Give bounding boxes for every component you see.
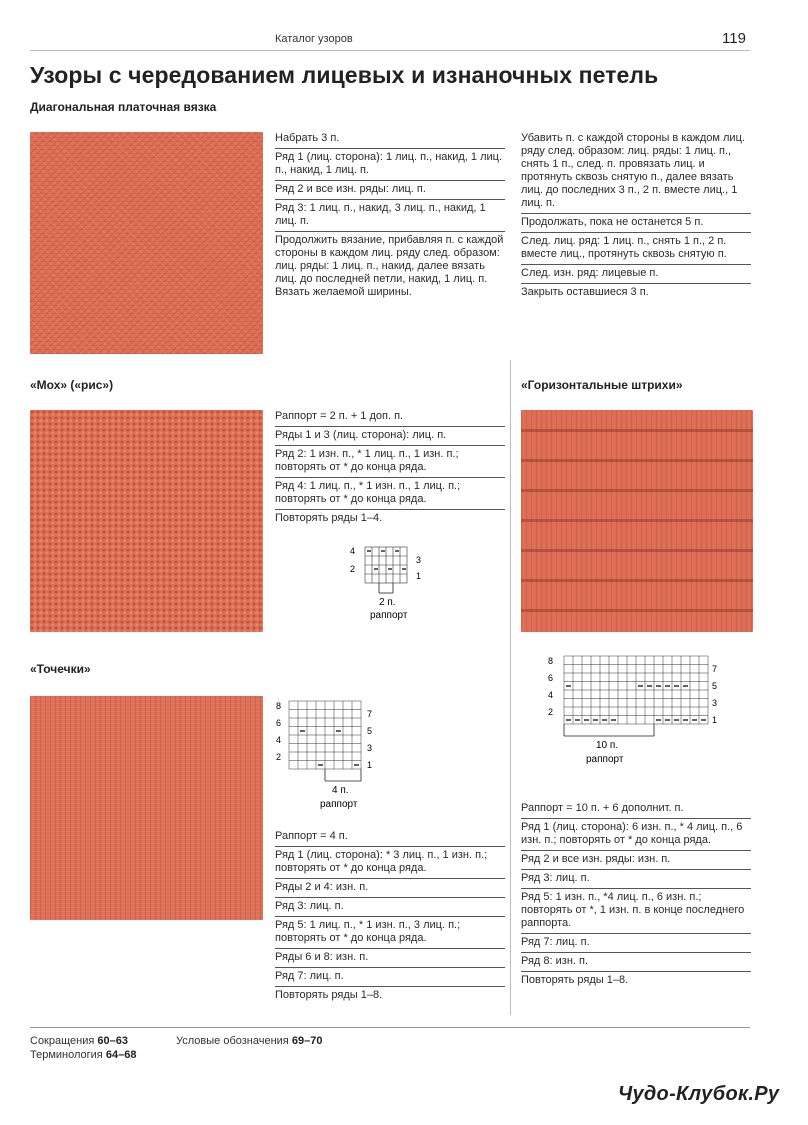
instruction-row: Повторять ряды 1–8. bbox=[521, 974, 629, 986]
instruction-row: След. лиц. ряд: 1 лиц. п., снять 1 п., 2 п. вместе лиц., протянуть сквозь снятую п. bbox=[521, 233, 751, 265]
chart-row-label: 7 bbox=[712, 664, 718, 674]
moss-chart bbox=[346, 543, 436, 625]
chart-row-label: 1 bbox=[416, 571, 422, 581]
footer-term-pages: 64–68 bbox=[105, 1049, 137, 1061]
chart-row-label: 5 bbox=[712, 681, 718, 691]
footer-symbols-pages: 69–70 bbox=[291, 1035, 323, 1047]
chart-row-label: 5 bbox=[367, 726, 373, 736]
chart-repeat-label: раппорт bbox=[370, 610, 408, 621]
site-watermark: Чудо-Клубок.Ру bbox=[618, 1083, 780, 1105]
instruction-row: Ряд 7: лиц. п. bbox=[275, 968, 505, 987]
instruction-row: Убавить п. с каждой стороны в каждом лиц. ряду след. образом: лиц. ряды: 1 лиц. п., снять 1 п., след. п. провязать лиц. и протянуть сквозь снятую п., далее вязать лиц. до последних 3 п., 2 п. вместе лиц., 1 лиц. п. bbox=[521, 130, 751, 214]
footer-symbols-label: Условые обозначения bbox=[176, 1035, 289, 1047]
instruction-row: Ряды 2 и 4: изн. п. bbox=[275, 879, 505, 898]
section-title-diagonal: Диагональная платочная вязка bbox=[30, 100, 217, 114]
chart-row-label: 2 bbox=[548, 707, 554, 717]
diagonal-instructions-col2 bbox=[521, 130, 751, 302]
instruction-row: Ряды 6 и 8: изн. п. bbox=[275, 949, 505, 968]
instruction-row: Продолжить вязание, прибавляя п. с каждой стороны в каждом лиц. ряду след. образом: лиц. ряды: 1 лиц. п., накид, далее вязать лиц. до последней петли, накид, 1 лиц. п. Вязать желаемой ширины. bbox=[275, 234, 504, 298]
dots-chart-grid bbox=[275, 697, 385, 815]
instruction-row: Ряд 5: 1 лиц. п., * 1 изн. п., 3 лиц. п.; повторять от * до конца ряда. bbox=[275, 917, 505, 949]
section-title-moss: «Мох» («рис») bbox=[30, 378, 114, 392]
column-divider bbox=[510, 360, 511, 660]
stripes-chart bbox=[540, 652, 740, 772]
chart-repeat-count: 2 п. bbox=[379, 597, 396, 608]
instruction-row: Ряд 3: лиц. п. bbox=[521, 870, 751, 889]
footer-abbreviations[interactable] bbox=[30, 1034, 128, 1048]
instruction-row: Ряд 2: 1 изн. п., * 1 лиц. п., 1 изн. п.; повторять от * до конца ряда. bbox=[275, 446, 505, 478]
footer-abbr-label: Сокращения bbox=[30, 1035, 95, 1047]
swatch-dots-photo bbox=[30, 696, 263, 920]
instruction-row: Раппорт = 10 п. + 6 дополнит. п. bbox=[521, 800, 751, 819]
instruction-row: Ряд 2 и все изн. ряды: лиц. п. bbox=[275, 181, 505, 200]
chart-row-label: 8 bbox=[548, 656, 554, 666]
catalog-header: Каталог узоров bbox=[275, 33, 353, 45]
instruction-row: Ряд 2 и все изн. ряды: изн. п. bbox=[521, 851, 751, 870]
chart-row-label: 7 bbox=[367, 709, 373, 719]
instruction-row: Ряд 1 (лиц. сторона): * 3 лиц. п., 1 изн. п.; повторять от * до конца ряда. bbox=[275, 847, 505, 879]
column-divider bbox=[510, 660, 511, 1015]
instruction-row: Ряд 1 (лиц. сторона): 6 изн. п., * 4 лиц. п., 6 изн. п.; повторять от * до конца ряда. bbox=[521, 819, 751, 851]
instruction-row: Набрать 3 п. bbox=[275, 130, 505, 149]
instruction-row: Продолжать, пока не останется 5 п. bbox=[521, 214, 751, 233]
instruction-row: Ряд 1 (лиц. сторона): 1 лиц. п., накид, 1 лиц. п., накид, 1 лиц. п. bbox=[275, 149, 505, 181]
chart-row-label: 2 bbox=[350, 564, 356, 574]
chart-row-label: 1 bbox=[367, 760, 373, 770]
chart-row-label: 3 bbox=[367, 743, 373, 753]
chart-repeat-count: 10 п. bbox=[596, 740, 619, 751]
dots-instructions bbox=[275, 828, 505, 1005]
instruction-row: Раппорт = 2 п. + 1 доп. п. bbox=[275, 408, 505, 427]
dots-chart bbox=[275, 697, 385, 815]
instruction-row: След. изн. ряд: лицевые п. bbox=[521, 265, 751, 284]
instruction-row: Ряд 4: 1 лиц. п., * 1 изн. п., 1 лиц. п.; повторять от * до конца ряда. bbox=[275, 478, 505, 510]
instruction-row: Ряды 1 и 3 (лиц. сторона): лиц. п. bbox=[275, 427, 505, 446]
diagonal-instructions-col1 bbox=[275, 130, 505, 302]
chart-row-label: 8 bbox=[276, 701, 282, 711]
stripes-instructions bbox=[521, 800, 751, 990]
chart-row-label: 3 bbox=[712, 698, 718, 708]
swatch-stripes-photo bbox=[521, 410, 753, 632]
swatch-moss-photo bbox=[30, 410, 263, 632]
chart-row-label: 4 bbox=[276, 735, 282, 745]
header-divider bbox=[30, 50, 750, 51]
footer-term-label: Терминология bbox=[30, 1049, 103, 1061]
chart-row-label: 2 bbox=[276, 752, 282, 762]
chart-row-label: 6 bbox=[548, 673, 554, 683]
instruction-row: Повторять ряды 1–8. bbox=[275, 989, 383, 1001]
instruction-row: Ряд 3: лиц. п. bbox=[275, 898, 505, 917]
instruction-row: Закрыть оставшиеся 3 п. bbox=[521, 286, 649, 298]
chart-row-label: 4 bbox=[350, 546, 356, 556]
stripes-chart-grid bbox=[540, 652, 740, 772]
chart-repeat-label: раппорт bbox=[586, 754, 624, 765]
chart-row-label: 6 bbox=[276, 718, 282, 728]
footer-divider bbox=[30, 1027, 750, 1028]
moss-instructions bbox=[275, 408, 505, 528]
page-title: Узоры с чередованием лицевых и изнаночных петель bbox=[30, 62, 659, 88]
section-title-dots: «Точечки» bbox=[30, 662, 91, 676]
chart-repeat-count: 4 п. bbox=[332, 785, 349, 796]
instruction-row: Ряд 8: изн. п. bbox=[521, 953, 751, 972]
footer-terminology[interactable] bbox=[30, 1048, 136, 1062]
page-number: 119 bbox=[722, 30, 746, 47]
chart-row-label: 4 bbox=[548, 690, 554, 700]
chart-row-label: 1 bbox=[712, 715, 718, 725]
instruction-row: Ряд 5: 1 изн. п., *4 лиц. п., 6 изн. п.; повторять от *, 1 изн. п. в конце последнего раппорта. bbox=[521, 889, 751, 934]
instruction-row: Повторять ряды 1–4. bbox=[275, 512, 383, 524]
chart-repeat-label: раппорт bbox=[320, 799, 358, 810]
instruction-row: Ряд 7: лиц. п. bbox=[521, 934, 751, 953]
footer-symbols[interactable] bbox=[176, 1034, 322, 1048]
swatch-diagonal-photo bbox=[30, 132, 263, 354]
moss-chart-grid bbox=[346, 543, 436, 625]
instruction-row: Раппорт = 4 п. bbox=[275, 828, 505, 847]
chart-row-label: 3 bbox=[416, 555, 422, 565]
footer-abbr-pages: 60–63 bbox=[97, 1035, 128, 1047]
instruction-row: Ряд 3: 1 лиц. п., накид, 3 лиц. п., накид, 1 лиц. п. bbox=[275, 200, 505, 232]
section-title-stripes: «Горизонтальные штрихи» bbox=[521, 378, 683, 392]
